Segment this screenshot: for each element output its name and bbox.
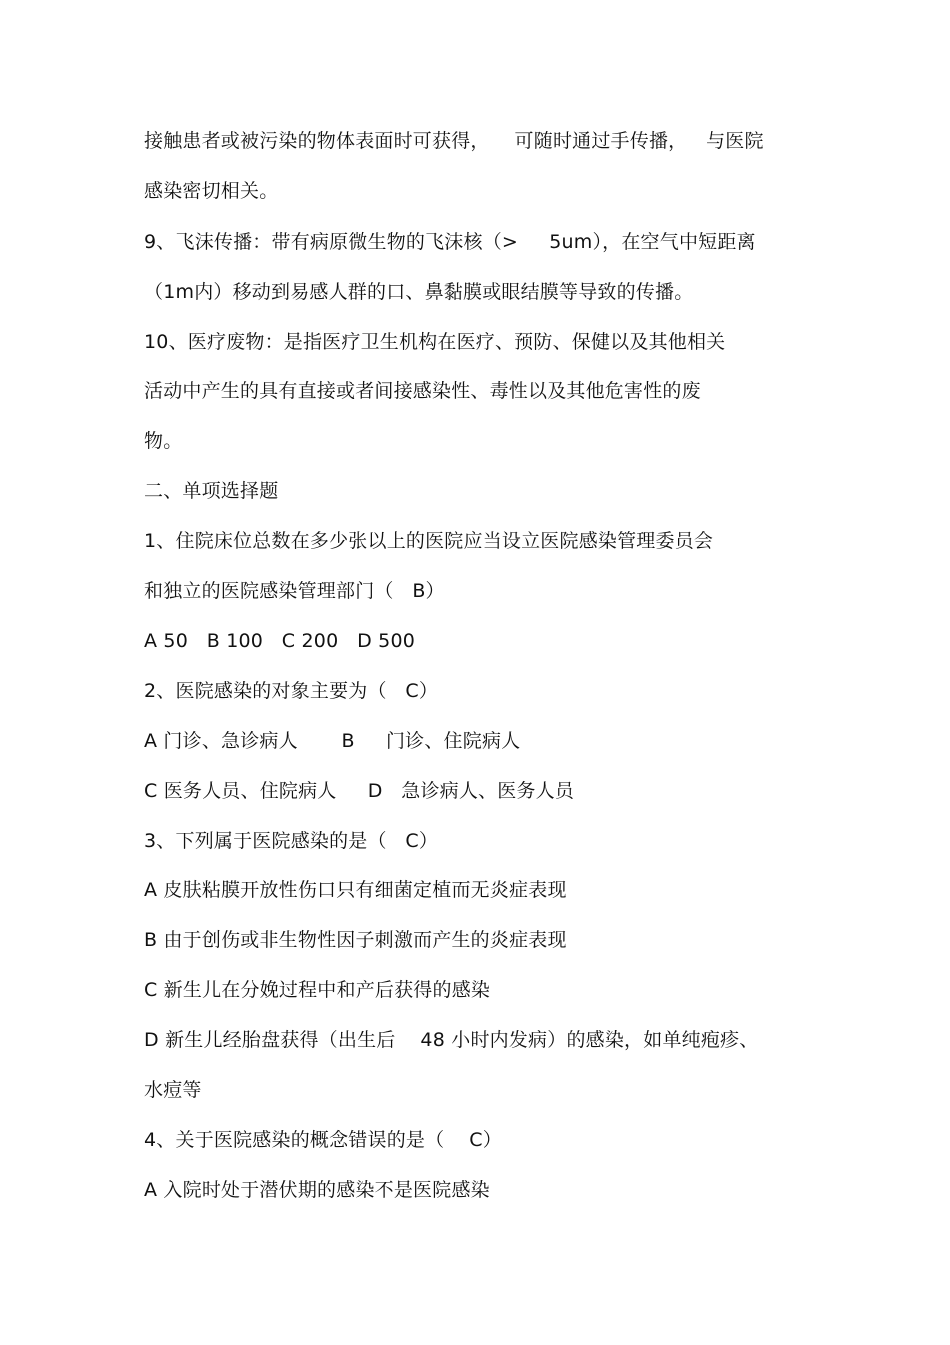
question-text: 2、医院感染的对象主要为（ C） bbox=[144, 680, 439, 702]
text-line: 感染密切相关。 bbox=[144, 180, 279, 202]
text-line: 10、医疗废物：是指医疗卫生机构在医疗、预防、保健以及其他相关 bbox=[144, 331, 726, 353]
question-text: 和独立的医院感染管理部门（ B） bbox=[144, 580, 445, 602]
answer-option: C 新生儿在分娩过程中和产后获得的感染 bbox=[144, 979, 491, 1001]
answer-option: 水痘等 bbox=[144, 1079, 202, 1101]
text-line: 物。 bbox=[144, 430, 183, 452]
answer-option: D 新生儿经胎盘获得（出生后 48 小时内发病）的感染，如单纯疱疹、 bbox=[144, 1029, 759, 1051]
question-text: 3、下列属于医院感染的是（ C） bbox=[144, 830, 439, 852]
section-heading: 二、单项选择题 bbox=[144, 480, 279, 502]
answer-options: C 医务人员、住院病人 D 急诊病人、医务人员 bbox=[144, 780, 575, 802]
answer-options: A 50 B 100 C 200 D 500 bbox=[144, 630, 416, 652]
answer-option: A 皮肤粘膜开放性伤口只有细菌定植而无炎症表现 bbox=[144, 879, 567, 901]
answer-option: B 由于创伤或非生物性因子刺激而产生的炎症表现 bbox=[144, 929, 567, 951]
question-text: 1、住院床位总数在多少张以上的医院应当设立医院感染管理委员会 bbox=[144, 530, 714, 552]
answer-option: A 入院时处于潜伏期的感染不是医院感染 bbox=[144, 1179, 490, 1201]
text-line: 接触患者或被污染的物体表面时可获得， 可随时通过手传播， 与医院 bbox=[144, 130, 764, 152]
text-line: 活动中产生的具有直接或者间接感染性、毒性以及其他危害性的废 bbox=[144, 380, 701, 402]
answer-options: A 门诊、急诊病人 B 门诊、住院病人 bbox=[144, 730, 521, 752]
question-text: 4、关于医院感染的概念错误的是（ C） bbox=[144, 1129, 502, 1151]
text-line: （1m内）移动到易感人群的口、鼻黏膜或眼结膜等导致的传播。 bbox=[144, 281, 694, 303]
text-line: 9、飞沫传播：带有病原微生物的飞沫核（> 5um），在空气中短距离 bbox=[144, 231, 756, 253]
